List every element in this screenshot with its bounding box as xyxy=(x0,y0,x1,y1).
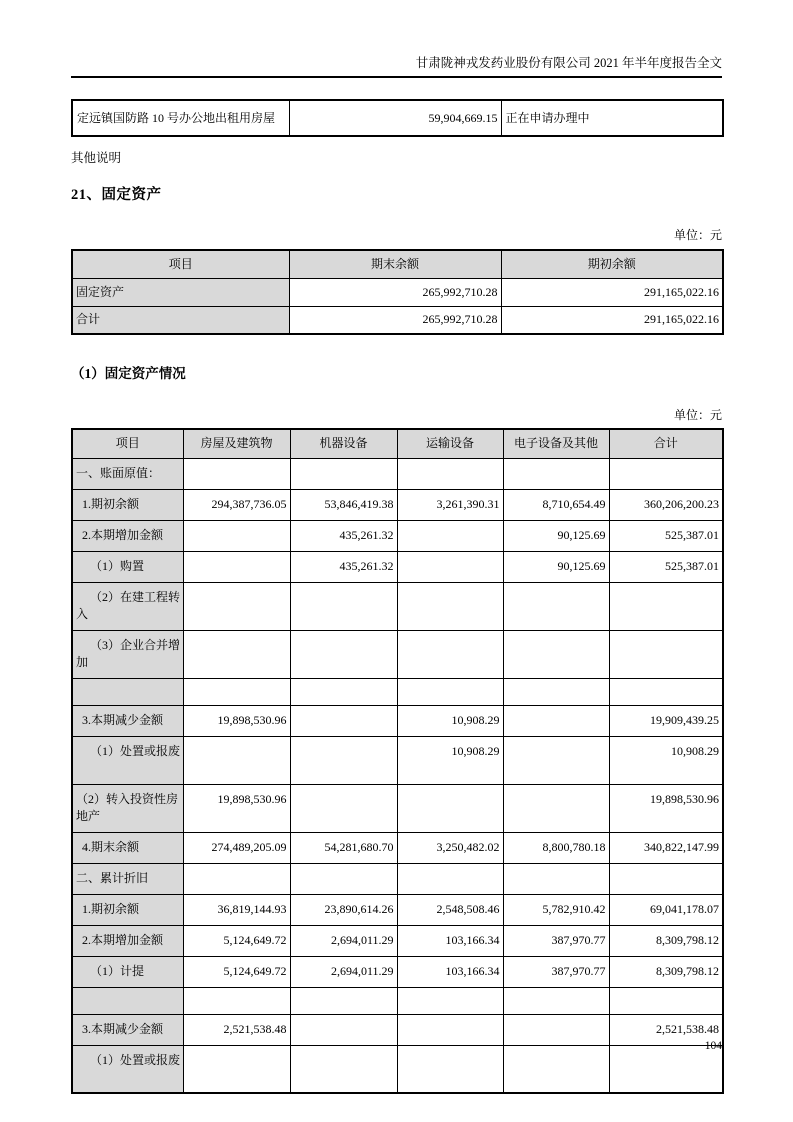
value-cell: 90,125.69 xyxy=(503,551,609,582)
page-content xyxy=(71,0,722,1094)
value-cell: 8,309,798.12 xyxy=(609,956,723,987)
value-cell: 90,125.69 xyxy=(503,520,609,551)
table-row xyxy=(72,863,723,894)
value-cell xyxy=(397,863,503,894)
column-header: 运输设备 xyxy=(397,429,503,458)
table-row xyxy=(72,678,723,705)
label-cell: 1.期初余额 xyxy=(72,894,183,925)
value-cell: 5,782,910.42 xyxy=(503,894,609,925)
value-cell xyxy=(397,630,503,678)
header-row xyxy=(72,429,723,458)
label-cell: 3.本期减少金额 xyxy=(72,1014,183,1045)
value-cell xyxy=(183,582,290,630)
value-cell xyxy=(290,630,397,678)
value-cell xyxy=(397,551,503,582)
value-cell xyxy=(503,863,609,894)
value-cell xyxy=(503,736,609,784)
value-cell xyxy=(609,458,723,489)
value-cell: 3,261,390.31 xyxy=(397,489,503,520)
value-cell xyxy=(290,1045,397,1093)
value-cell: 2,521,538.48 xyxy=(609,1014,723,1045)
spacer xyxy=(71,78,722,99)
table-row xyxy=(72,278,723,306)
column-header: 电子设备及其他 xyxy=(503,429,609,458)
column-header: 期末余额 xyxy=(289,250,501,278)
value-cell: 2,694,011.29 xyxy=(290,956,397,987)
fixed-assets-summary-table xyxy=(71,249,724,335)
value-cell: 8,309,798.12 xyxy=(609,925,723,956)
value-cell xyxy=(397,458,503,489)
column-header: 机器设备 xyxy=(290,429,397,458)
value-cell xyxy=(503,987,609,1014)
value-cell xyxy=(290,458,397,489)
value-cell xyxy=(183,678,290,705)
value-cell xyxy=(397,987,503,1014)
value-cell xyxy=(503,1014,609,1045)
value-cell xyxy=(609,1045,723,1093)
label-cell xyxy=(72,678,183,705)
label-cell: （3）企业合并增加 xyxy=(72,630,183,678)
label-cell: （2）转入投资性房地产 xyxy=(72,784,183,832)
table-row xyxy=(72,784,723,832)
value-cell: 435,261.32 xyxy=(290,520,397,551)
value-cell xyxy=(503,582,609,630)
value-cell xyxy=(397,784,503,832)
value-cell xyxy=(290,705,397,736)
value-cell xyxy=(183,1045,290,1093)
value-cell: 10,908.29 xyxy=(397,736,503,784)
value-cell xyxy=(183,551,290,582)
table-row xyxy=(72,520,723,551)
value-cell: 3,250,482.02 xyxy=(397,832,503,863)
page-header xyxy=(71,0,722,78)
unit-label: 单位：元 xyxy=(673,228,722,242)
label-cell: 二、累计折旧 xyxy=(72,863,183,894)
value-cell: 23,890,614.26 xyxy=(290,894,397,925)
page-number: 104 xyxy=(704,1040,722,1052)
table-row xyxy=(72,306,723,334)
value-cell: 10,908.29 xyxy=(397,705,503,736)
label-cell: （2）在建工程转入 xyxy=(72,582,183,630)
column-header: 项目 xyxy=(72,429,183,458)
value-cell xyxy=(609,987,723,1014)
table-row xyxy=(72,458,723,489)
fixed-assets-detail-table xyxy=(71,428,724,1094)
value-cell xyxy=(397,1045,503,1093)
label-cell: 一、账面原值： xyxy=(72,458,183,489)
value-cell: 2,521,538.48 xyxy=(183,1014,290,1045)
value-cell xyxy=(503,1045,609,1093)
column-header: 合计 xyxy=(609,429,723,458)
table-row xyxy=(72,894,723,925)
value-cell xyxy=(609,582,723,630)
subsection-title: （1）固定资产情况 xyxy=(71,366,186,381)
label-cell: （1）处置或报废 xyxy=(72,1045,183,1093)
table-row xyxy=(72,925,723,956)
label-cell xyxy=(72,987,183,1014)
value-cell xyxy=(183,987,290,1014)
table-row xyxy=(72,956,723,987)
value-cell: 2,548,508.46 xyxy=(397,894,503,925)
value-cell xyxy=(503,458,609,489)
other-note-label: 其他说明 xyxy=(71,151,122,165)
table-row xyxy=(72,987,723,1014)
value-cell xyxy=(397,520,503,551)
value-cell xyxy=(609,678,723,705)
table-row xyxy=(72,832,723,863)
value-cell: 19,898,530.96 xyxy=(183,705,290,736)
property-item-cell: 定远镇国防路 10 号办公地出租用房屋 xyxy=(72,100,289,136)
value-cell xyxy=(397,582,503,630)
value-cell xyxy=(290,784,397,832)
label-cell: 2.本期增加金额 xyxy=(72,520,183,551)
value-cell: 525,387.01 xyxy=(609,551,723,582)
value-cell: 5,124,649.72 xyxy=(183,925,290,956)
item-cell: 合计 xyxy=(72,306,289,334)
value-cell: 10,908.29 xyxy=(609,736,723,784)
value-cell: 19,898,530.96 xyxy=(183,784,290,832)
label-cell: 4.期末余额 xyxy=(72,832,183,863)
value-cell xyxy=(290,582,397,630)
unit-label: 单位：元 xyxy=(673,408,722,422)
table-row xyxy=(72,551,723,582)
table-row xyxy=(72,705,723,736)
column-header: 房屋及建筑物 xyxy=(183,429,290,458)
table-row xyxy=(72,630,723,678)
value-cell: 387,970.77 xyxy=(503,956,609,987)
value-cell xyxy=(183,458,290,489)
closing-balance-cell: 265,992,710.28 xyxy=(289,278,501,306)
opening-balance-cell: 291,165,022.16 xyxy=(501,278,723,306)
value-cell: 387,970.77 xyxy=(503,925,609,956)
table-row xyxy=(72,100,723,136)
header-row xyxy=(72,250,723,278)
value-cell: 525,387.01 xyxy=(609,520,723,551)
value-cell xyxy=(503,678,609,705)
closing-balance-cell: 265,992,710.28 xyxy=(289,306,501,334)
section-title: 21、固定资产 xyxy=(71,187,162,203)
property-amount-cell: 59,904,669.15 xyxy=(289,100,501,136)
item-cell: 固定资产 xyxy=(72,278,289,306)
table-row xyxy=(72,1014,723,1045)
value-cell: 19,909,439.25 xyxy=(609,705,723,736)
value-cell xyxy=(290,863,397,894)
value-cell xyxy=(397,1014,503,1045)
table-row xyxy=(72,582,723,630)
value-cell xyxy=(183,520,290,551)
table-row xyxy=(72,1045,723,1093)
value-cell: 8,710,654.49 xyxy=(503,489,609,520)
value-cell: 274,489,205.09 xyxy=(183,832,290,863)
value-cell: 69,041,178.07 xyxy=(609,894,723,925)
value-cell: 19,898,530.96 xyxy=(609,784,723,832)
value-cell: 5,124,649.72 xyxy=(183,956,290,987)
value-cell: 54,281,680.70 xyxy=(290,832,397,863)
value-cell: 103,166.34 xyxy=(397,956,503,987)
value-cell xyxy=(290,987,397,1014)
value-cell xyxy=(290,1014,397,1045)
label-cell: 3.本期减少金额 xyxy=(72,705,183,736)
table-row xyxy=(72,489,723,520)
table-row xyxy=(72,736,723,784)
value-cell xyxy=(183,630,290,678)
label-cell: （1）处置或报废 xyxy=(72,736,183,784)
value-cell: 53,846,419.38 xyxy=(290,489,397,520)
value-cell: 2,694,011.29 xyxy=(290,925,397,956)
value-cell xyxy=(290,736,397,784)
column-header: 期初余额 xyxy=(501,250,723,278)
label-cell: （1）购置 xyxy=(72,551,183,582)
value-cell: 435,261.32 xyxy=(290,551,397,582)
value-cell: 360,206,200.23 xyxy=(609,489,723,520)
value-cell xyxy=(609,630,723,678)
value-cell xyxy=(290,678,397,705)
label-cell: 2.本期增加金额 xyxy=(72,925,183,956)
value-cell xyxy=(609,863,723,894)
value-cell xyxy=(503,784,609,832)
value-cell: 8,800,780.18 xyxy=(503,832,609,863)
value-cell xyxy=(503,630,609,678)
property-status-cell: 正在申请办理中 xyxy=(501,100,723,136)
value-cell: 36,819,144.93 xyxy=(183,894,290,925)
value-cell xyxy=(183,736,290,784)
property-continuation-table xyxy=(71,99,724,137)
column-header: 项目 xyxy=(72,250,289,278)
value-cell xyxy=(397,678,503,705)
opening-balance-cell: 291,165,022.16 xyxy=(501,306,723,334)
label-cell: 1.期初余额 xyxy=(72,489,183,520)
value-cell: 103,166.34 xyxy=(397,925,503,956)
report-title: 甘肃陇神戎发药业股份有限公司 2021 年半年度报告全文 xyxy=(415,56,722,70)
value-cell: 340,822,147.99 xyxy=(609,832,723,863)
value-cell: 294,387,736.05 xyxy=(183,489,290,520)
value-cell xyxy=(183,863,290,894)
label-cell: （1）计提 xyxy=(72,956,183,987)
value-cell xyxy=(503,705,609,736)
